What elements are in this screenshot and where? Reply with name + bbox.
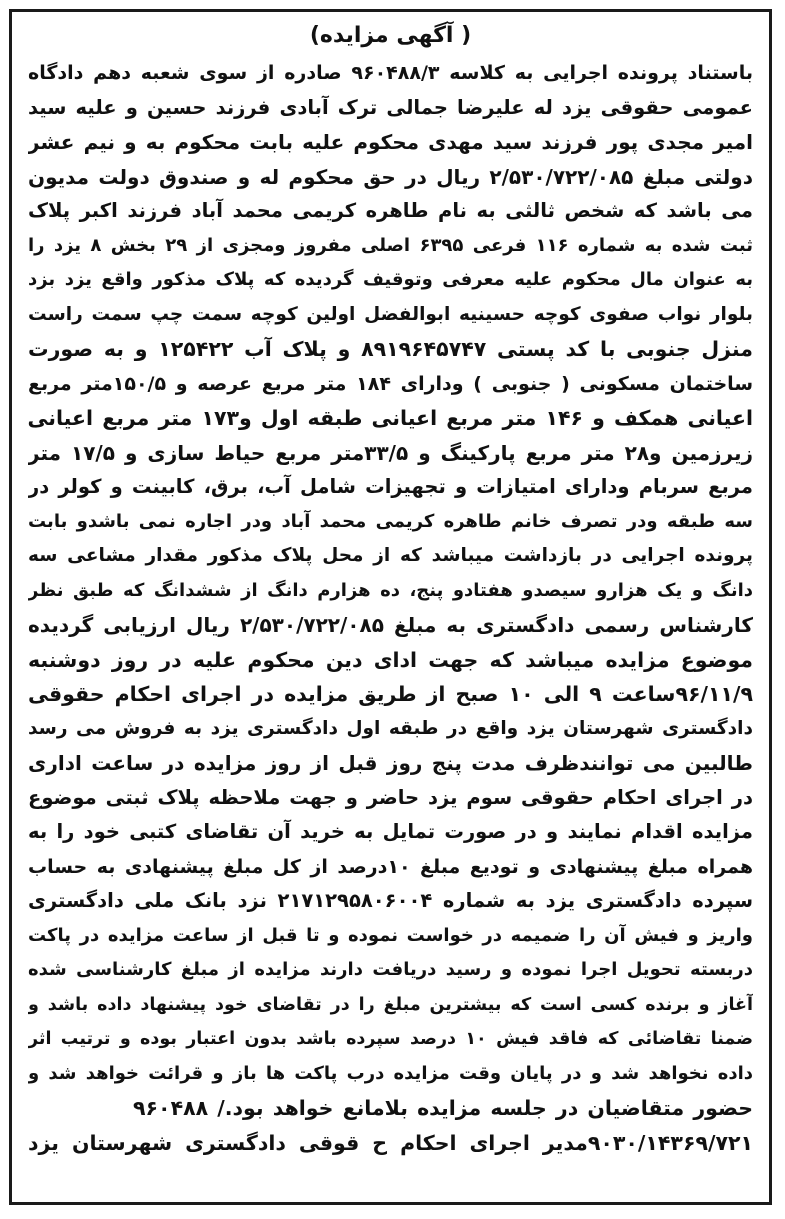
notice-line: مزایده اقدام نمایند و در صورت تمایل به خرید آن تقاضای کتبی خود را به <box>28 820 753 843</box>
notice-line: در اجرای احکام حقوقی سوم یزد حاضر و جهت ملاحظه پلاک ثبتی موضوع <box>28 785 753 809</box>
notice-line: ساختمان مسکونی ( جنوبی ) ودارای ۱۸۴ متر مربع عرصه و ۱۵۰/۵متر مربع <box>28 372 753 395</box>
notice-line: کارشناس رسمی دادگستری به مبلغ ۲/۵۳۰/۷۲۲/۰۸۵ ریال ارزیابی گردیده <box>28 613 753 637</box>
notice-line: دادگستری شهرستان یزد واقع در طبقه اول دادگستری یزد به فروش می رسد <box>28 717 753 739</box>
notice-line: ضمنا تقاضائی که فاقد فیش ۱۰ درصد سپرده باشد بدون اعتبار بوده و ترتیب اثر <box>28 1029 753 1049</box>
notice-line: امیر مجدی پور فرزند سید مهدی محکوم علیه بابت محکوم به و نیم عشر <box>28 130 753 154</box>
notice-line: پرونده اجرایی در بازداشت میباشد که از محل پلاک مذکور مقدار مشاعی سه <box>28 545 753 566</box>
notice-line: به عنوان مال محکوم علیه معرفی وتوقیف گردیده که پلاک مذکور واقع یزد بزد <box>28 269 753 290</box>
notice-line: زیرزمین و۲۸ متر مربع پارکینگ و ۳۳/۵متر مربع حیاط سازی و ۱۷/۵ متر <box>28 440 753 465</box>
notice-line: دربسته تحویل اجرا نموده و رسید دریافت دارند مزایده از مبلغ کارشناسی شده <box>28 959 753 980</box>
notice-line: مربع سربام ودارای امتیازات و تجهیزات شامل آب، برق، کابینت و کولر در <box>28 475 753 498</box>
notice-line: موضوع مزایده میباشد که جهت ادای دین محکوم علیه در روز دوشنبه <box>28 647 753 672</box>
notice-line: حضور متقاضیان در جلسه مزایده بلامانع خواهد بود./ ۹۶۰۴۸۸ <box>133 1096 753 1120</box>
notice-line: باستناد پرونده اجرایی به کلاسه ۹۶۰۴۸۸/۳ صادره از سوی شعبه دهم دادگاه <box>28 62 753 84</box>
notice-line: طالبین می توانندظرف مدت پنج روز قبل از روز مزایده در ساعت اداری <box>28 751 753 775</box>
notice-line: بلوار نواب صفوی کوچه حسینیه ابوالفضل اولین کوچه سمت چپ سمت راست <box>28 303 753 325</box>
notice-line: همراه مبلغ پیشنهادی و تودیع مبلغ ۱۰درصد از کل مبلغ پیشنهادی به حساب <box>28 855 753 878</box>
notice-body <box>28 56 753 1160</box>
notice-line: ۹۶/۱۱/۹ساعت ۹ الی ۱۰ صبح از طریق مزایده در اجرای احکام حقوقی <box>28 682 753 706</box>
notice-line: اعیانی همکف و ۱۴۶ متر مربع اعیانی طبقه اول و۱۷۳ متر مربع اعیانی <box>28 406 753 430</box>
notice-line: ثبت شده به شماره ۱۱۶ فرعی ۶۳۹۵ اصلی مفروز ومجزی از ۲۹ بخش ۸ یزد را <box>28 234 753 256</box>
notice-line: می باشد که شخص ثالثی به نام طاهره کریمی محمد آباد فرزند اکبر پلاک <box>28 199 753 222</box>
notice-line: واریز و فیش آن را ضمیمه در خواست نموده و تا قبل از ساعت مزایده در پاکت <box>28 924 753 946</box>
notice-signature-line: ۹۰۳۰/۱۴۳۶۹/۷۲۱مدیر اجرای احکام ح قوقی دادگستری شهرستان یزد <box>28 1130 753 1155</box>
notice-line: سه طبقه ودر تصرف خانم طاهره کریمی محمد آباد ودر اجاره نمی باشدو بابت <box>28 510 753 532</box>
notice-frame <box>9 9 772 1205</box>
notice-title: ( آگهی مزایده) <box>309 23 472 48</box>
notice-line: دولتی مبلغ ۲/۵۳۰/۷۲۲/۰۸۵ ریال در حق محکوم له و صندوق دولت مدیون <box>28 164 753 189</box>
notice-line: دانگ و یک هزارو سیصدو هفتادو پنج، ده هزارم دانگ از ششدانگ که طبق نظر <box>28 579 753 601</box>
notice-line: منزل جنوبی با کد پستی ۸۹۱۹۶۴۵۷۴۷ و پلاک آب ۱۲۵۴۲۲ و به صورت <box>28 337 753 361</box>
notice-line: داده نخواهد شد و در پایان وقت مزایده درب پاکت ها باز و قرائت خواهد شد و <box>28 1062 753 1084</box>
notice-line: سپرده دادگستری یزد به شماره ۲۱۷۱۲۹۵۸۰۶۰۰۴ نزد بانک ملی دادگستری <box>28 889 753 912</box>
notice-line: آغاز و برنده کسی است که بیشترین مبلغ را در تقاضای خود پیشنهاد داده باشد و <box>28 994 753 1015</box>
notice-line: عمومی حقوقی یزد له علیرضا جمالی ترک آبادی فرزند حسین و علیه سید <box>28 95 753 119</box>
